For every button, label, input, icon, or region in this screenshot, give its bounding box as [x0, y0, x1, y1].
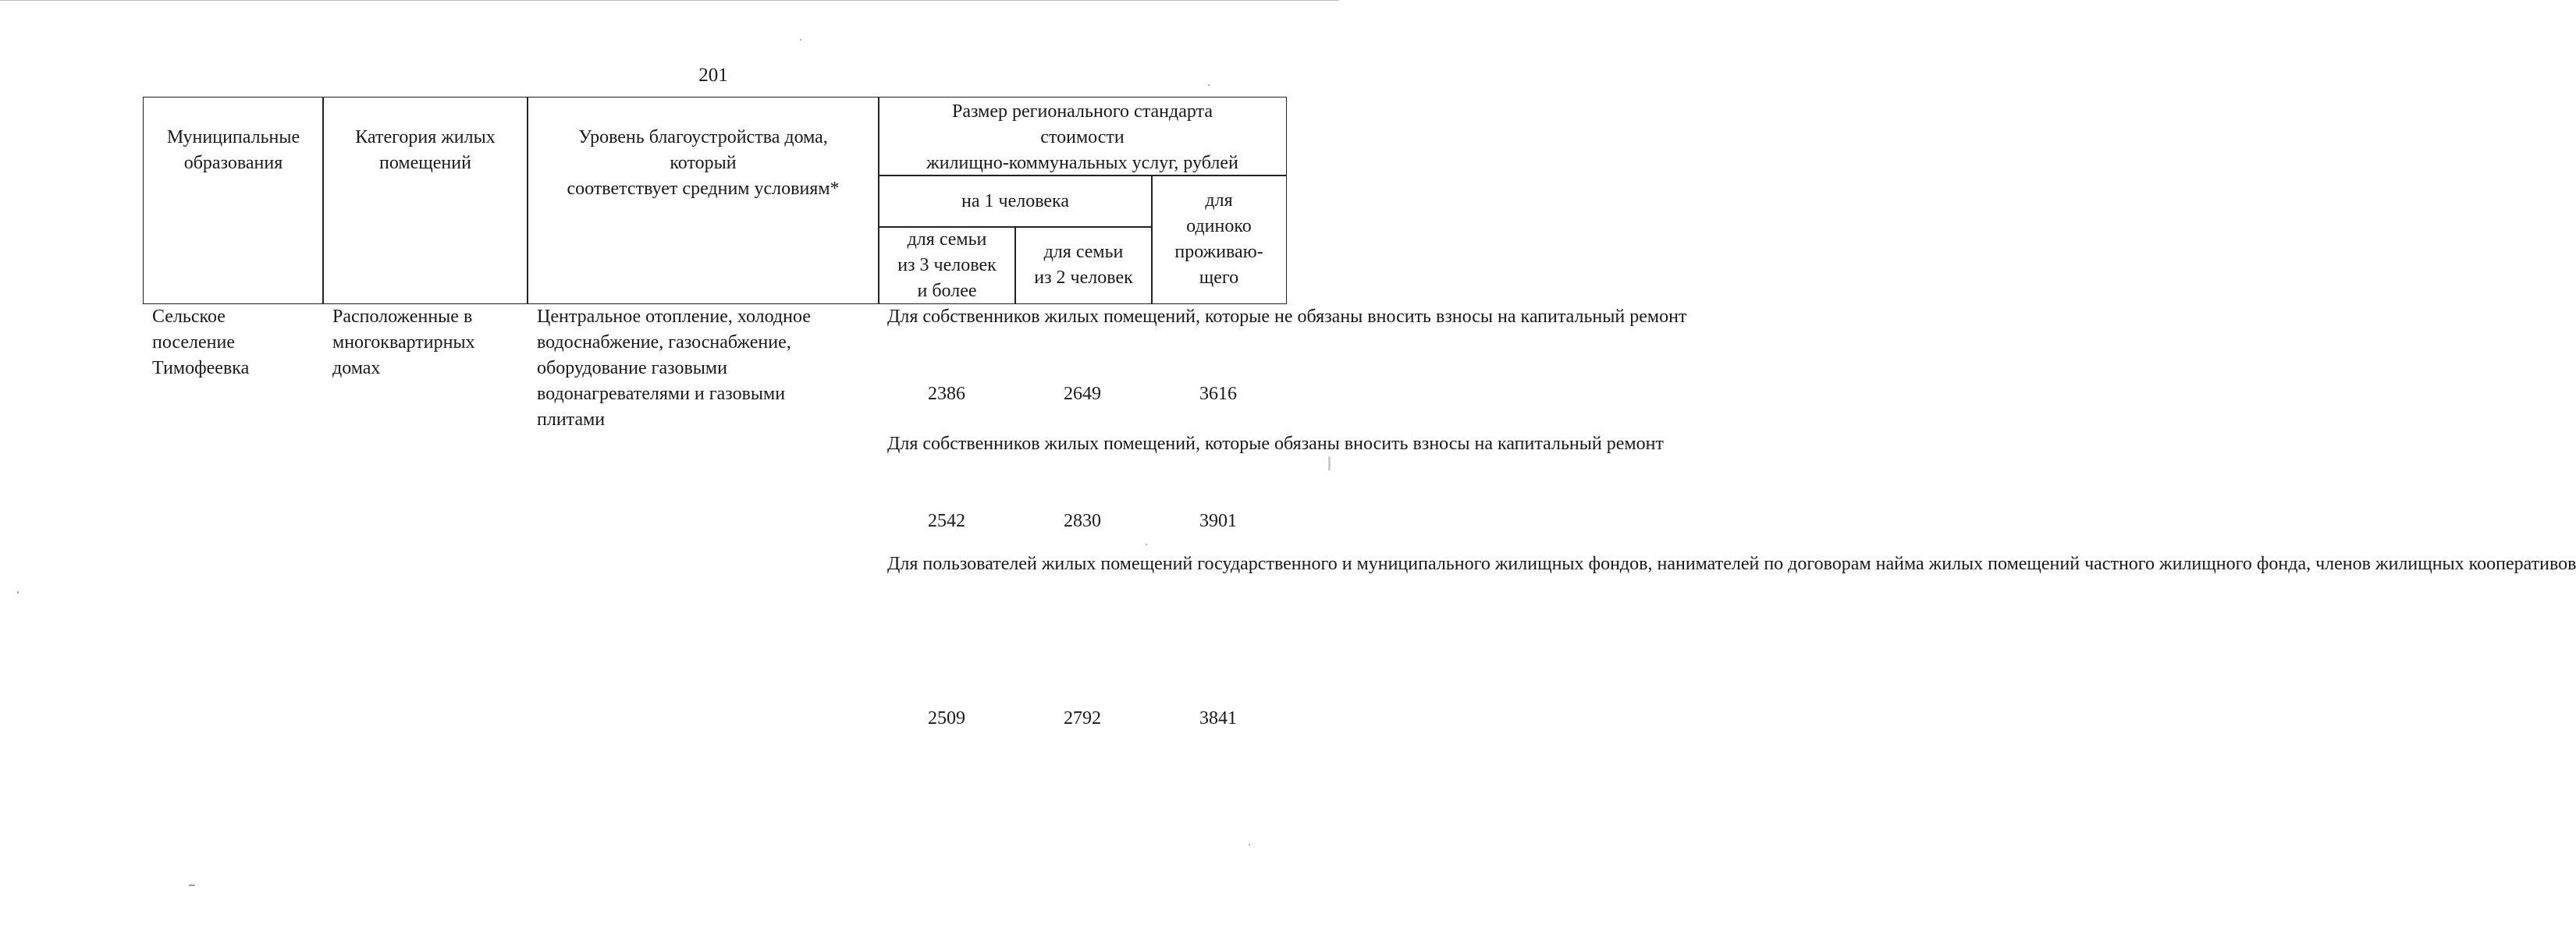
scan-speck	[800, 39, 801, 41]
value-single: 3901	[1199, 511, 1237, 531]
scan-speck	[1146, 544, 1147, 545]
cell-municipality: Сельское поселение Тимофеевка	[152, 307, 250, 378]
value-family-2: 2830	[1064, 511, 1101, 531]
value-single: 3616	[1199, 384, 1237, 404]
value-family-3: 2509	[928, 708, 965, 729]
scan-top-edge	[0, 0, 1339, 1]
cell-category: Расположенные в многоквартирных домах	[332, 307, 475, 378]
scan-speck	[1328, 456, 1331, 470]
header-category: Категория жилых помещений	[322, 97, 528, 304]
group-label-no-capital-repair: Для собственников жилых помещений, которые не обязаны вносить взносы на капитальный ремонт	[887, 307, 1687, 327]
header-per-person: на 1 человека	[878, 175, 1153, 228]
scan-speck	[189, 885, 195, 886]
scan-speck	[1208, 84, 1210, 86]
value-family-3: 2542	[928, 511, 965, 531]
header-standard-size: Размер регионального стандарта стоимости жилищно-коммунальных услуг, рублей	[878, 97, 1287, 176]
scan-speck	[17, 591, 19, 594]
page-number: 201	[698, 65, 728, 86]
header-family-3: для семьи из 3 человек и более	[878, 226, 1016, 304]
value-single: 3841	[1199, 708, 1237, 729]
group-label-capital-repair: Для собственников жилых помещений, которые обязаны вносить взносы на капитальный ремонт	[887, 434, 1664, 454]
cell-comfort-level: Центральное отопление, холодное водоснабжение, газоснабжение, оборудование газовыми водонагревателями и газовыми плитами	[537, 307, 811, 430]
header-comfort-level: Уровень благоустройства дома, который соответствует средним условиям*	[527, 97, 879, 304]
group-label-tenants: Для пользователей жилых помещений государственного и муниципального жилищных фондов, нанимателей по договорам найма жилых помещений частного жилищного фонда, членов жилищных кооперативов	[887, 554, 2576, 574]
header-single: для одиноко проживаю- щего	[1151, 175, 1287, 304]
value-family-2: 2792	[1064, 708, 1101, 729]
value-family-2: 2649	[1064, 384, 1101, 404]
scan-speck	[1249, 844, 1250, 846]
header-family-2: для семьи из 2 человек	[1014, 226, 1153, 304]
value-family-3: 2386	[928, 384, 965, 404]
header-municipality: Муниципальные образования	[143, 97, 324, 304]
